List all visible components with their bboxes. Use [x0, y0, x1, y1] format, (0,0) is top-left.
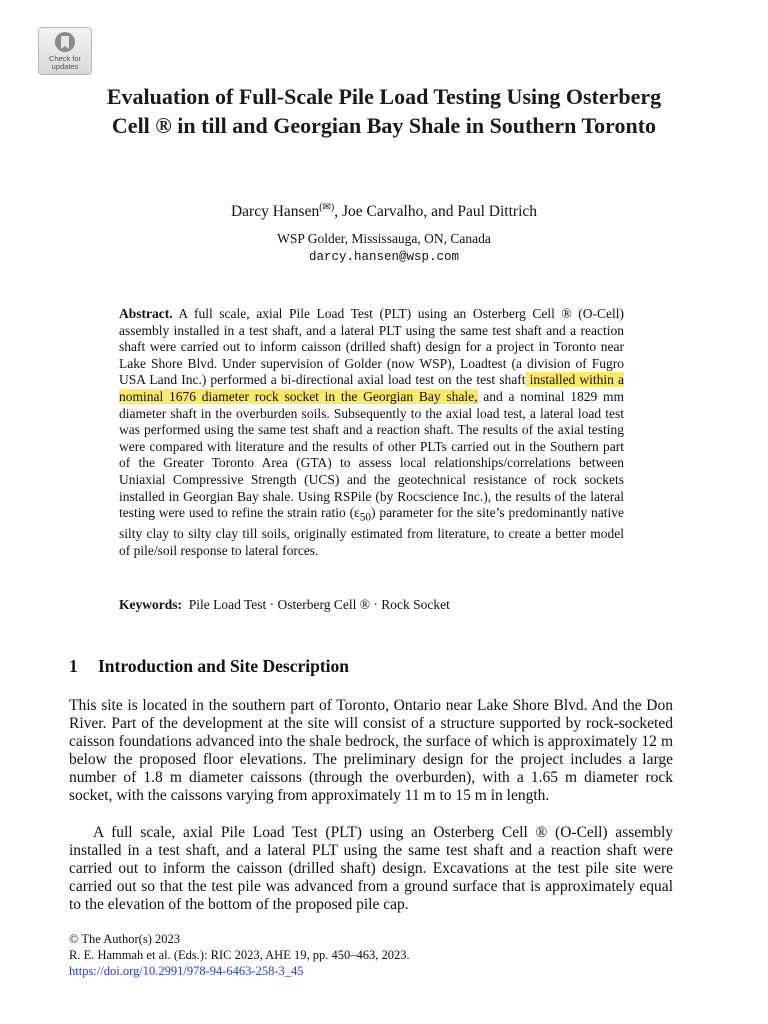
author-list [0, 198, 768, 222]
abstract-highlighted-text[interactable]: installed within a nominal 1676 diameter rock socket in the Georgian Bay shale, [119, 372, 625, 404]
badge-line2: updates [51, 62, 79, 71]
doi-link[interactable]: https://doi.org/10.2991/978-94-6463-258-3_45 [69, 964, 304, 978]
abstract-subscript: 50 [359, 511, 372, 524]
abstract-label: Abstract. [119, 306, 173, 321]
author-first: Darcy Hansen [230, 203, 320, 220]
author-rest: , Joe Carvalho, and Paul Dittrich [334, 203, 538, 220]
paper-title: Evaluation of Full-Scale Pile Load Testing Using Osterberg Cell ® in till and Georgian Bay Shale in Southern Toronto [106, 84, 662, 138]
mail-icon[interactable]: (✉) [319, 202, 335, 213]
author-email[interactable]: darcy.hansen@wsp.com [308, 250, 460, 264]
copyright: © The Author(s) 2023 [69, 932, 180, 946]
keywords-label: Keywords: [119, 597, 182, 612]
citation: R. E. Hammah et al. (Eds.): RIC 2023, AHE 19, pp. 450–463, 2023. [69, 948, 410, 962]
abstract [119, 306, 624, 560]
paragraph-1: This site is located in the southern part of Toronto, Ontario near Lake Shore Blvd. And the Don River. Part of the development at the site will consist of a structure supported by rock-socketed caisson foundations advanced into the shale bedrock, the surface of which is approximately 12 m below the proposed floor elevations. The preliminary design for the project includes a large number of 1.8 m diameter caissons (through the overburden), with a 1.65 m diameter rock socket, with the caissons varying from approximately 11 m to 15 m in length. [69, 697, 673, 804]
section-heading [69, 655, 349, 677]
abstract-text-end: ) parameter for the site’s predominantly native silty clay to silty clay till soils, originally estimated from literature, to create a better model of pile/soil response to lateral forces. [119, 505, 624, 558]
footer [69, 931, 410, 979]
section-number: 1 [69, 656, 78, 676]
badge-line1: Check for [48, 54, 82, 63]
keywords-text: Pile Load Test · Osterberg Cell ® · Rock Socket [188, 597, 450, 612]
paragraph-2: A full scale, axial Pile Load Test (PLT) using an Osterberg Cell ® (O-Cell) assembly installed in a test shaft, and a lateral PLT using the same test shaft and a reaction shaft were carried out to inform the caisson (drilled shaft) design. Excavations at the test pile site were carried out so that the test pile was advanced from a ground surface that is approximately equal to the elevation of the bottom of the proposed pile cap. [69, 824, 673, 913]
abstract-text-start: A full scale, axial Pile Load Test (PLT) using an Osterberg Cell ® (O-Cell) assembly installed in a test shaft, and a lateral PLT using the same test shaft and a reaction shaft were carried out to inform caisson (drilled shaft) design for a project in Toronto near Lake Shore Blvd. Under supervision of Golder (now WSP), Loadtest (a division of Fugro USA Land Inc.) performed a bi-directional axial load test on the test shaft [119, 306, 624, 388]
check-for-updates-badge[interactable] [38, 27, 92, 75]
section-title: Introduction and Site Description [98, 656, 350, 676]
abstract-text-middle: and a nominal 1829 mm diameter shaft in the overburden soils. Subsequently to the axial load test, a lateral load test was performed using the same test shaft and a reaction shaft. The results of the axial testing were compared with literature and the results of other PLTs carried out in the Southern part of the Greater Toronto Area (GTA) to assess local relationships/correlations between Uniaxial Compressive Strength (UCS) and the geotechnical resistance of rock sockets installed in Georgian Bay shale. Using RSPile (by Rocscience Inc.), the results of the lateral testing were used to refine the strain ratio (ε [119, 388, 624, 521]
affiliation: WSP Golder, Mississauga, ON, Canada [277, 231, 491, 246]
keywords [119, 596, 624, 613]
bookmark-check-icon [54, 31, 76, 55]
